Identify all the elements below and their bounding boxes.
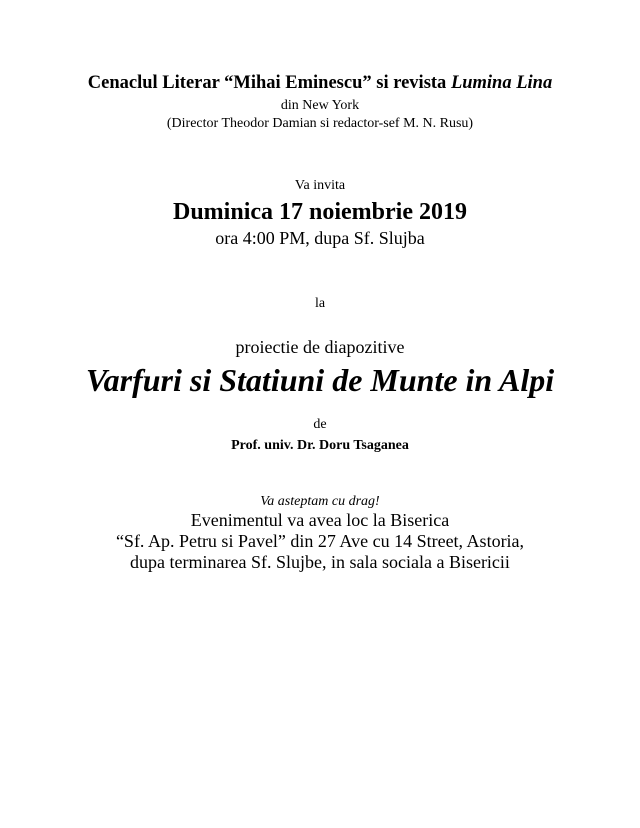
event-date: Duminica 17 noiembrie 2019 xyxy=(173,199,467,225)
at-text: la xyxy=(314,296,326,311)
event-time: ora 4:00 PM, dupa Sf. Slujba xyxy=(215,228,425,248)
organizer-directors: (Director Theodor Damian si redactor-sef M. N. Rusu) xyxy=(166,116,474,131)
organizer-name: Cenaclul Literar “Mihai Eminescu” si revista xyxy=(87,73,451,93)
venue-line-3: dupa terminarea Sf. Slujbe, in sala sociala a Bisericii xyxy=(130,552,510,572)
invites-text: Va invita xyxy=(294,178,346,193)
event-author: Prof. univ. Dr. Doru Tsaganea xyxy=(231,438,409,453)
event-type: proiectie de diapozitive xyxy=(235,337,405,357)
venue-line-1: Evenimentul va avea loc la Biserica xyxy=(190,510,450,530)
by-text: de xyxy=(313,417,327,432)
magazine-name: Lumina Lina xyxy=(450,73,553,93)
event-title: Varfuri si Statiuni de Munte in Alpi xyxy=(85,362,555,398)
venue-line-2: “Sf. Ap. Petru si Pavel” din 27 Ave cu 14 Street, Astoria, xyxy=(115,531,525,551)
welcome-text: Va asteptam cu drag! xyxy=(260,494,380,509)
organizer-location: din New York xyxy=(280,98,360,113)
organizer-heading xyxy=(0,73,640,94)
